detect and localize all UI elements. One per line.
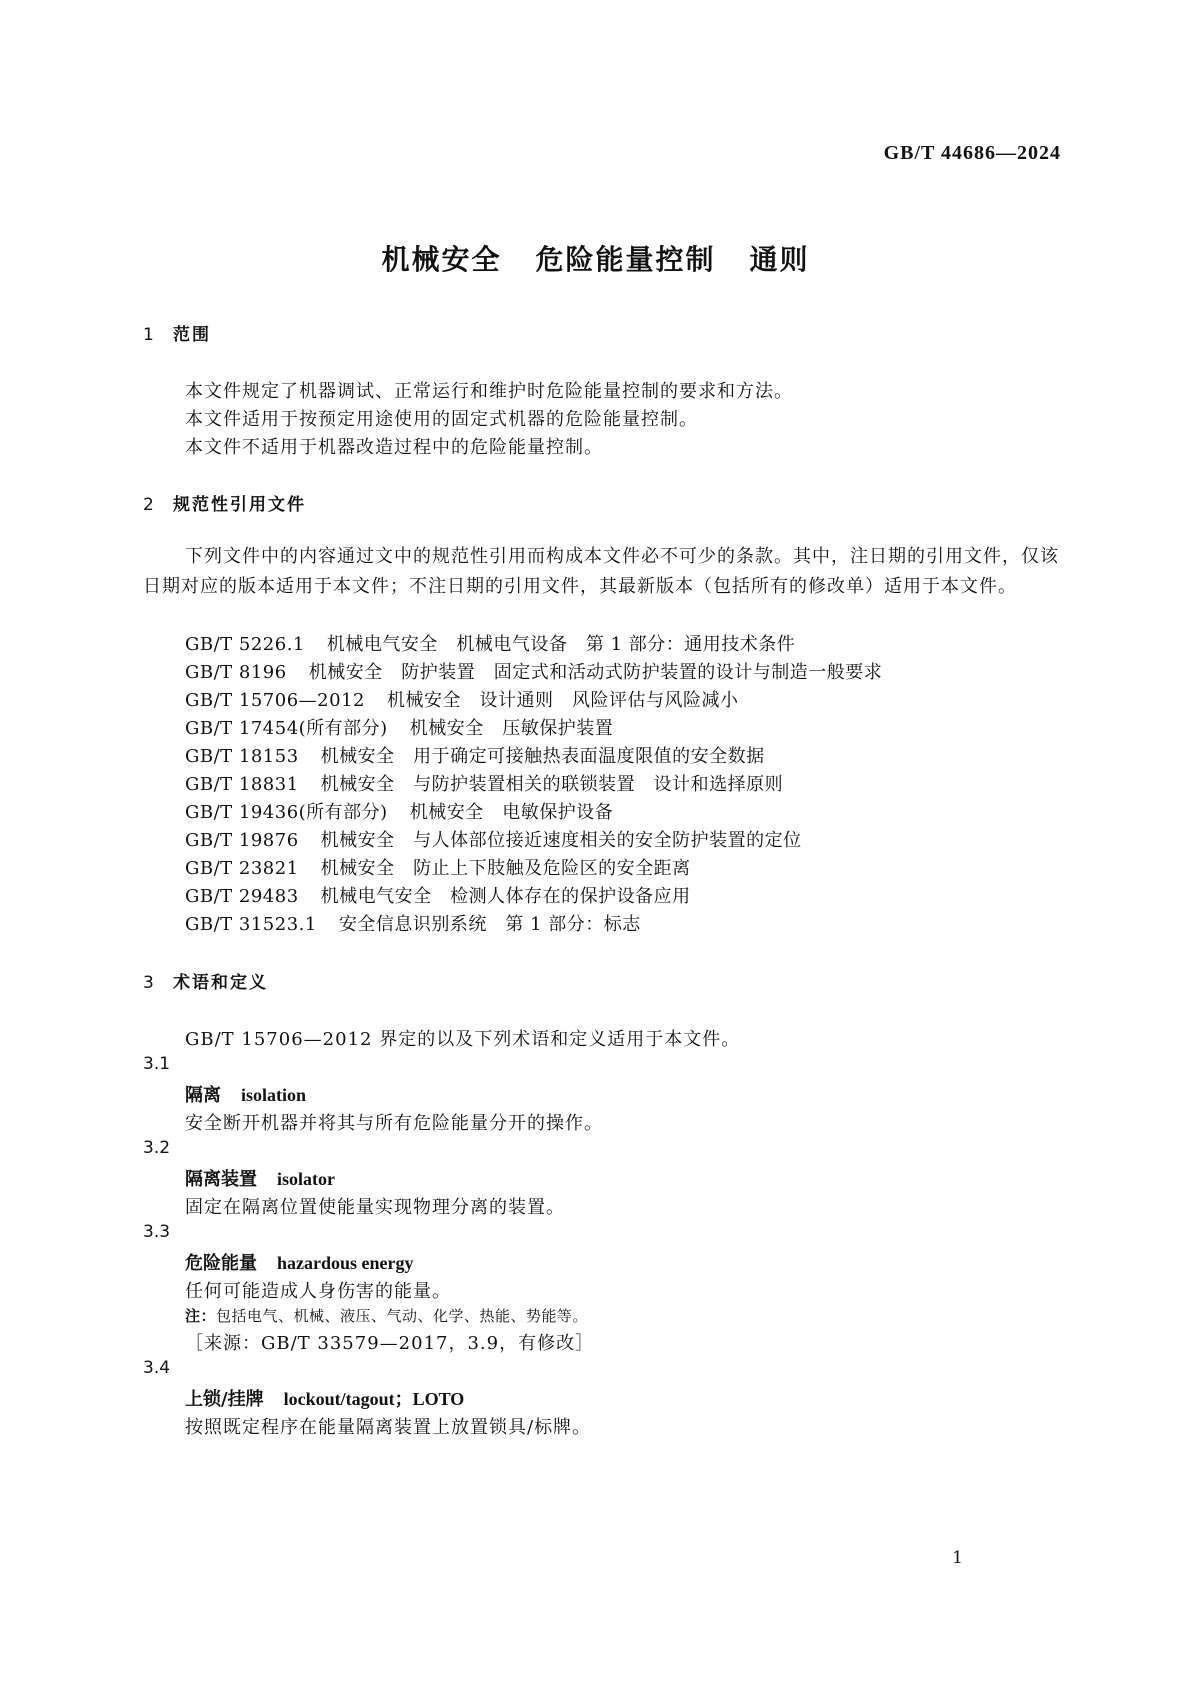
term-name xyxy=(185,1081,306,1107)
reference-title: 机械安全 防护装置 固定式和活动式防护装置的设计与制造一般要求 xyxy=(308,662,883,683)
term-name xyxy=(185,1165,335,1191)
reference-title: 机械电气安全 检测人体存在的保护设备应用 xyxy=(320,886,691,907)
reference-code: GB/T 19876 xyxy=(185,830,299,851)
reference-item xyxy=(185,714,613,740)
section-3-intro: GB/T 15706—2012 界定的以及下列术语和定义适用于本文件。 xyxy=(185,1029,741,1050)
term-en: isolator xyxy=(277,1169,335,1189)
reference-title: 机械安全 与人体部位接近速度相关的安全防护装置的定位 xyxy=(320,830,802,851)
section-number: 3 xyxy=(143,973,156,993)
term-definition: 按照既定程序在能量隔离装置上放置锁具/标牌。 xyxy=(185,1417,592,1438)
section-1-paragraph: 本文件适用于按预定用途使用的固定式机器的危险能量控制。 xyxy=(185,409,698,430)
term-note xyxy=(185,1305,588,1326)
reference-code: GB/T 17454(所有部分) xyxy=(185,718,388,739)
term-en: lockout/tagout；LOTO xyxy=(283,1389,465,1409)
term-number: 3.2 xyxy=(143,1138,171,1158)
term-number: 3.3 xyxy=(143,1222,171,1242)
reference-code: GB/T 19436(所有部分) xyxy=(185,802,388,823)
reference-title: 机械安全 用于确定可接触热表面温度限值的安全数据 xyxy=(320,746,765,767)
reference-title: 机械电气安全 机械电气设备 第 1 部分：通用技术条件 xyxy=(326,634,796,655)
reference-title: 机械安全 压敏保护装置 xyxy=(409,718,614,739)
section-title: 规范性引用文件 xyxy=(173,495,306,515)
reference-item xyxy=(185,630,795,656)
section-title: 范围 xyxy=(173,325,211,345)
term-zh: 上锁/挂牌 xyxy=(185,1389,264,1410)
term-name xyxy=(185,1249,414,1275)
reference-item xyxy=(185,910,641,936)
reference-code: GB/T 23821 xyxy=(185,858,299,879)
section-1-heading xyxy=(143,320,211,345)
title-part-1: 机械安全 xyxy=(381,243,502,276)
reference-item xyxy=(185,798,613,824)
page-number: 1 xyxy=(952,1548,963,1568)
reference-code: GB/T 18831 xyxy=(185,774,299,795)
reference-title: 机械安全 设计通则 风险评估与风险减小 xyxy=(386,690,739,711)
term-source: ［来源：GB/T 33579—2017，3.9，有修改］ xyxy=(185,1333,595,1354)
reference-code: GB/T 31523.1 xyxy=(185,914,317,935)
section-1-paragraph: 本文件不适用于机器改造过程中的危险能量控制。 xyxy=(185,437,603,458)
term-definition: 安全断开机器并将其与所有危险能量分开的操作。 xyxy=(185,1113,603,1134)
reference-item xyxy=(185,742,765,768)
term-zh: 隔离 xyxy=(185,1085,221,1106)
term-definition: 任何可能造成人身伤害的能量。 xyxy=(185,1281,451,1302)
reference-item xyxy=(185,686,738,712)
reference-item xyxy=(185,882,691,908)
section-number: 1 xyxy=(143,325,156,345)
section-1-paragraph: 本文件规定了机器调试、正常运行和维护时危险能量控制的要求和方法。 xyxy=(185,381,793,402)
section-2-intro: 下列文件中的内容通过文中的规范性引用而构成本文件必不可少的条款。其中，注日期的引用文件，仅该日期对应的版本适用于本文件；不注日期的引用文件，其最新版本（包括所有的修改单）适用于本文件。 xyxy=(143,546,1059,597)
standard-number: GB/T 44686—2024 xyxy=(883,142,1061,164)
reference-title: 机械安全 电敏保护设备 xyxy=(409,802,614,823)
reference-code: GB/T 29483 xyxy=(185,886,299,907)
section-title: 术语和定义 xyxy=(173,973,268,993)
title-part-2: 危险能量控制 xyxy=(535,243,716,276)
reference-item xyxy=(185,854,691,880)
reference-title: 安全信息识别系统 第 1 部分：标志 xyxy=(338,914,641,935)
term-definition: 固定在隔离位置使能量实现物理分离的装置。 xyxy=(185,1197,565,1218)
document-title xyxy=(0,238,1191,278)
section-3-heading xyxy=(143,968,268,993)
term-en: isolation xyxy=(241,1085,307,1105)
term-zh: 隔离装置 xyxy=(185,1169,257,1190)
reference-title: 机械安全 防止上下肢触及危险区的安全距离 xyxy=(320,858,691,879)
reference-item xyxy=(185,770,783,796)
reference-title: 机械安全 与防护装置相关的联锁装置 设计和选择原则 xyxy=(320,774,784,795)
reference-code: GB/T 5226.1 xyxy=(185,634,305,655)
reference-code: GB/T 8196 xyxy=(185,662,287,683)
term-number: 3.4 xyxy=(143,1358,171,1378)
note-label: 注： xyxy=(185,1307,217,1325)
term-en: hazardous energy xyxy=(277,1253,414,1273)
note-text: 包括电气、机械、液压、气动、化学、热能、势能等。 xyxy=(216,1307,589,1325)
section-number: 2 xyxy=(143,495,156,515)
term-name xyxy=(185,1385,464,1411)
term-zh: 危险能量 xyxy=(185,1253,257,1274)
term-number: 3.1 xyxy=(143,1054,171,1074)
reference-item xyxy=(185,658,882,684)
reference-code: GB/T 15706—2012 xyxy=(185,690,365,711)
section-2-heading xyxy=(143,490,306,515)
reference-code: GB/T 18153 xyxy=(185,746,299,767)
reference-item xyxy=(185,826,802,852)
title-part-3: 通则 xyxy=(749,243,810,276)
